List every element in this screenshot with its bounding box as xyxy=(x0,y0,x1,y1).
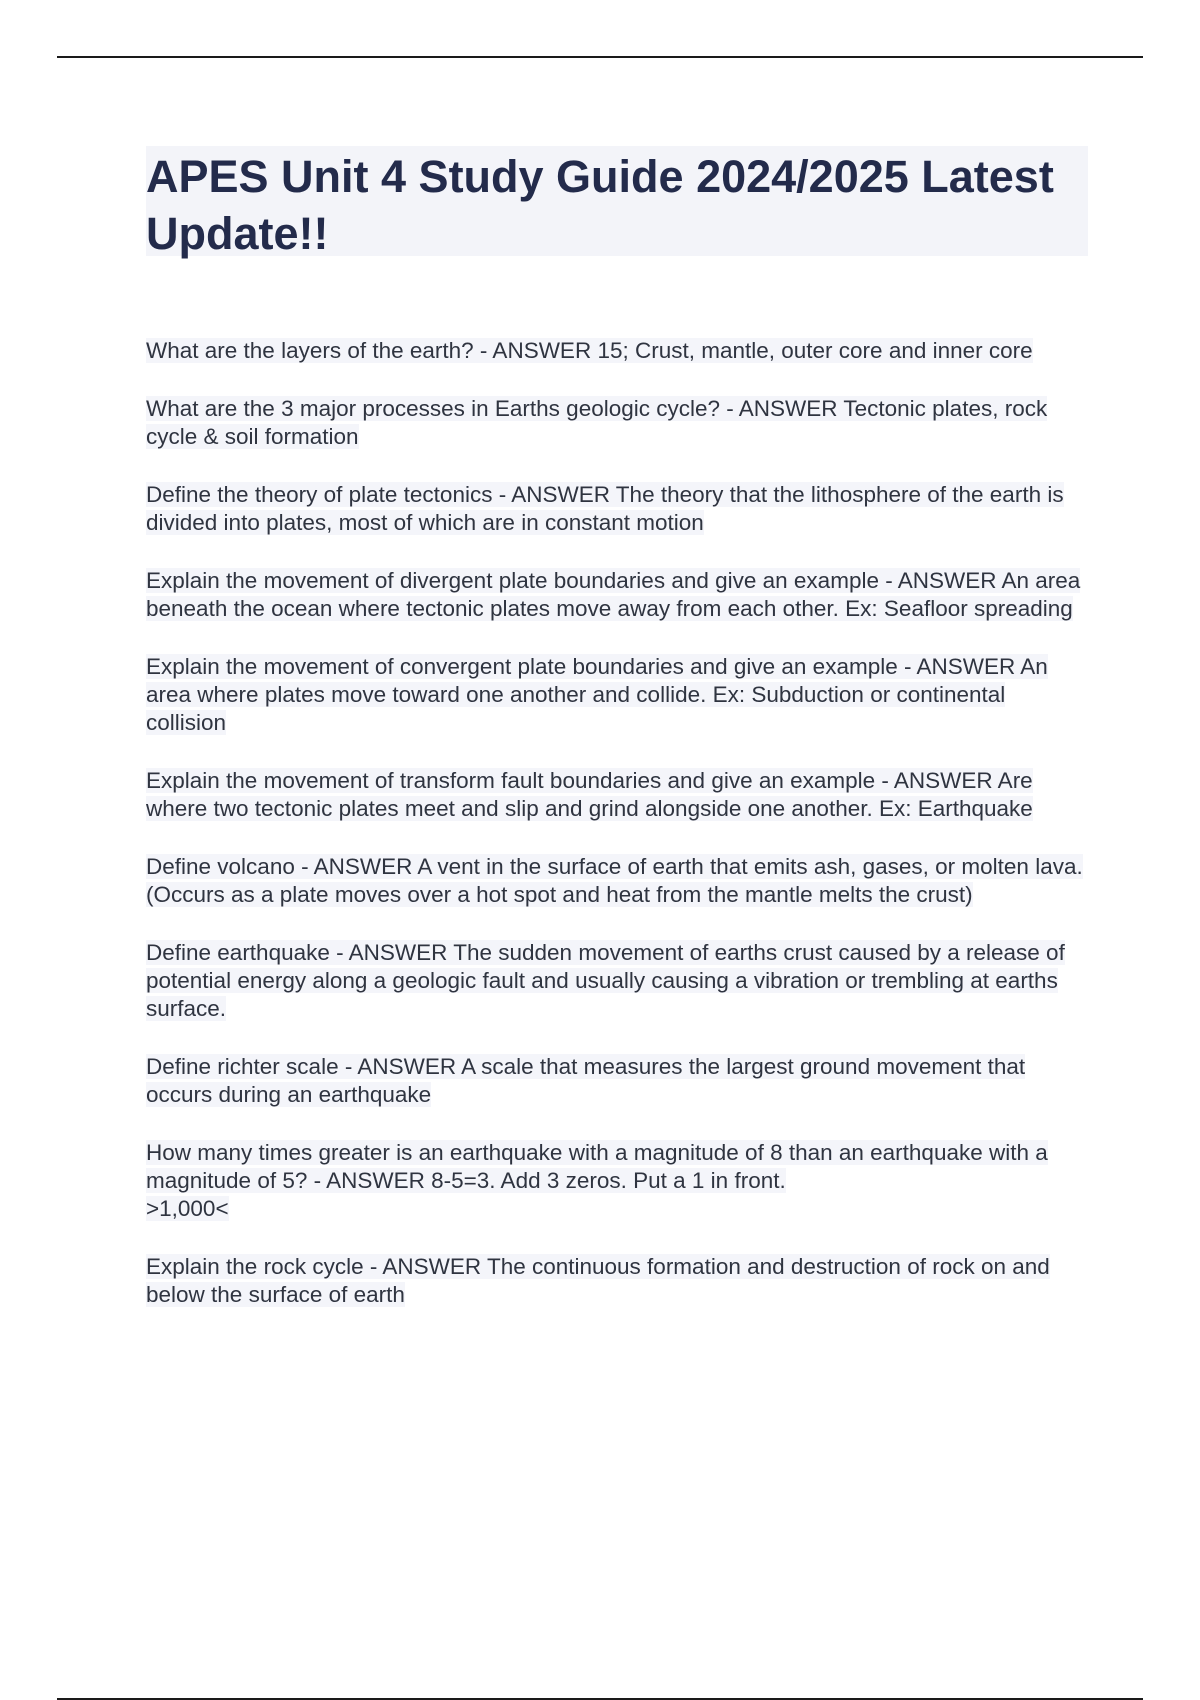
document-title: APES Unit 4 Study Guide 2024/2025 Latest Update!! xyxy=(146,151,1054,259)
qa-text: Explain the movement of transform fault boundaries and give an example - ANSWER Are where two tectonic plates meet and slip and grind alongside one another. Ex: Earthquake xyxy=(146,768,1033,821)
qa-text: Define volcano - ANSWER A vent in the surface of earth that emits ash, gases, or molten lava. (Occurs as a plate moves over a hot spot and heat from the mantle melts the crust) xyxy=(146,854,1083,907)
qa-item xyxy=(146,1252,1086,1310)
qa-item xyxy=(146,1052,1086,1110)
qa-item xyxy=(146,394,1086,452)
qa-item xyxy=(146,566,1086,624)
qa-item xyxy=(146,852,1086,910)
qa-text: What are the 3 major processes in Earths geologic cycle? - ANSWER Tectonic plates, rock cycle & soil formation xyxy=(146,396,1048,449)
qa-text: Define the theory of plate tectonics - ANSWER The theory that the lithosphere of the earth is divided into plates, most of which are in constant motion xyxy=(146,482,1064,535)
header-rule xyxy=(57,56,1143,58)
qa-text: Explain the movement of divergent plate boundaries and give an example - ANSWER An area beneath the ocean where tectonic plates move away from each other. Ex: Seafloor spreading xyxy=(146,568,1081,621)
qa-item xyxy=(146,1138,1086,1224)
qa-text: Define richter scale - ANSWER A scale that measures the largest ground movement that occurs during an earthquake xyxy=(146,1054,1026,1107)
qa-text: Explain the movement of convergent plate boundaries and give an example - ANSWER An area where plates move toward one another and collide. Ex: Subduction or continental collision xyxy=(146,654,1048,735)
qa-text: Explain the rock cycle - ANSWER The continuous formation and destruction of rock on and below the surface of earth xyxy=(146,1254,1050,1307)
qa-text: Define earthquake - ANSWER The sudden movement of earths crust caused by a release of potential energy along a geologic fault and usually causing a vibration or trembling at earths surface. xyxy=(146,940,1065,1021)
qa-item xyxy=(146,766,1086,824)
qa-item xyxy=(146,938,1086,1024)
qa-item xyxy=(146,480,1086,538)
qa-text-continuation: >1,000< xyxy=(146,1196,229,1221)
qa-text: How many times greater is an earthquake with a magnitude of 8 than an earthquake with a magnitude of 5? - ANSWER 8-5=3. Add 3 zeros. Put a 1 in front. xyxy=(146,1140,1048,1193)
qa-text: What are the layers of the earth? - ANSWER 15; Crust, mantle, outer core and inner core xyxy=(146,338,1033,363)
qa-list xyxy=(146,336,1086,1338)
qa-item xyxy=(146,336,1086,366)
qa-item xyxy=(146,652,1086,738)
